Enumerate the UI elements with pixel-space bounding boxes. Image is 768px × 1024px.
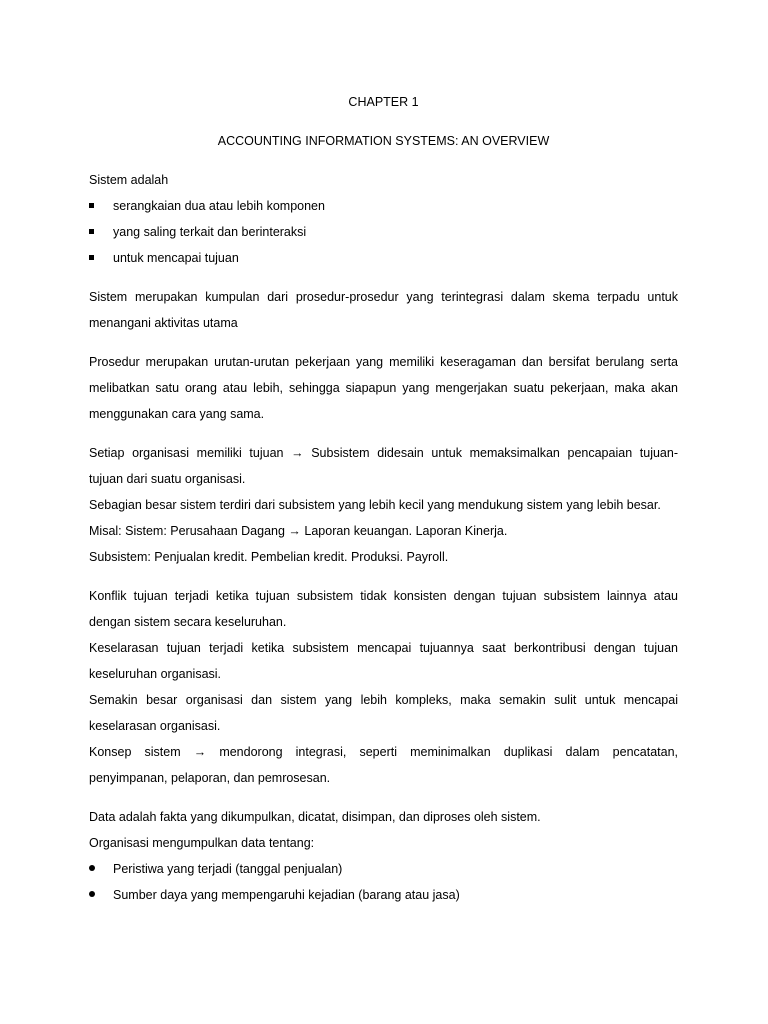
round-bullet-icon <box>89 861 109 877</box>
paragraph-line: menggunakan cara yang sama. <box>89 407 265 421</box>
data-bullet: Peristiwa yang terjadi (tanggal penjualan) <box>89 861 678 877</box>
sistem-bullet: yang saling terkait dan berinteraksi <box>89 224 678 240</box>
paragraph-line: keseluruhan organisasi. <box>89 667 222 681</box>
paragraph-line: penyimpanan, pelaporan, dan pemrosesan. <box>89 771 331 785</box>
paragraph-line: menangani aktivitas utama <box>89 316 238 330</box>
paragraph-line: dengan sistem secara keseluruhan. <box>89 615 287 629</box>
paragraph-line: Misal: Sistem: Perusahaan Dagang → Laporan keuangan. Laporan Kinerja. <box>89 524 508 538</box>
document-page <box>89 0 678 1024</box>
square-bullet-icon <box>89 198 109 214</box>
paragraph-line: Semakin besar organisasi dan sistem yang lebih kompleks, maka semakin sulit untuk mencapai <box>89 693 678 707</box>
sistem-bullet: untuk mencapai tujuan <box>89 250 678 266</box>
paragraph-line: Data adalah fakta yang dikumpulkan, dicatat, disimpan, dan diproses oleh sistem. <box>89 810 541 824</box>
square-bullet-icon <box>89 224 109 240</box>
paragraph-line: tujuan dari suatu organisasi. <box>89 472 246 486</box>
paragraph-line: Sistem merupakan kumpulan dari prosedur-prosedur yang terintegrasi dalam skema terpadu untuk <box>89 290 678 304</box>
square-bullet-icon <box>89 250 109 266</box>
paragraph-line: Setiap organisasi memiliki tujuan → Subsistem didesain untuk memaksimalkan pencapaian tujuan- <box>89 446 678 460</box>
paragraph-line: melibatkan satu orang atau lebih, sehingga siapapun yang mengerjakan suatu pekerjaan, maka akan <box>89 381 678 395</box>
paragraph-line: keselarasan organisasi. <box>89 719 221 733</box>
paragraph-line: Sebagian besar sistem terdiri dari subsistem yang lebih kecil yang mendukung sistem yang lebih besar. <box>89 498 661 512</box>
round-bullet-icon <box>89 887 109 903</box>
paragraph-line: Prosedur merupakan urutan-urutan pekerjaan yang memiliki keseragaman dan bersifat berulang serta <box>89 355 678 369</box>
data-bullet: Sumber daya yang mempengaruhi kejadian (barang atau jasa) <box>89 887 678 903</box>
chapter-label: CHAPTER 1 <box>348 95 419 109</box>
paragraph-line: Subsistem: Penjualan kredit. Pembelian kredit. Produksi. Payroll. <box>89 550 449 564</box>
paragraph-line: Keselarasan tujuan terjadi ketika subsistem mencapai tujuannya saat berkontribusi dengan tujuan <box>89 641 678 655</box>
sistem-heading: Sistem adalah <box>89 173 169 187</box>
sistem-bullet: serangkaian dua atau lebih komponen <box>89 198 678 214</box>
chapter-title: ACCOUNTING INFORMATION SYSTEMS: AN OVERVIEW <box>217 134 550 148</box>
paragraph-line: Organisasi mengumpulkan data tentang: <box>89 836 315 850</box>
paragraph-line: Konflik tujuan terjadi ketika tujuan subsistem tidak konsisten dengan tujuan subsistem lainnya atau <box>89 589 678 603</box>
paragraph-line: Konsep sistem → mendorong integrasi, seperti meminimalkan duplikasi dalam pencatatan, <box>89 745 678 759</box>
